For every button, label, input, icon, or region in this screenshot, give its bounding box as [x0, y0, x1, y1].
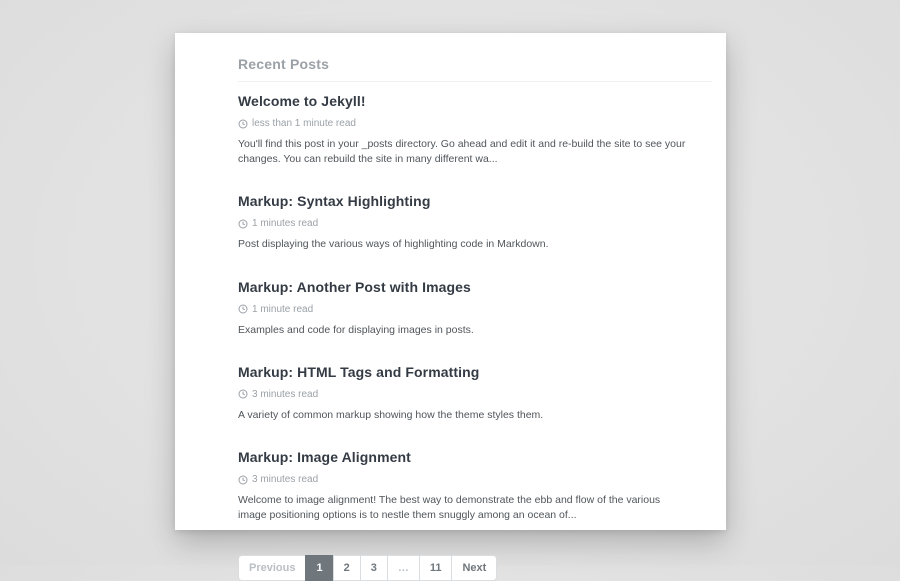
post-title-link[interactable]: Markup: Syntax Highlighting [238, 193, 431, 210]
read-time: 3 minutes read [252, 388, 319, 400]
post-title-link[interactable]: Welcome to Jekyll! [238, 93, 366, 109]
pagination-page-3-button[interactable]: 3 [360, 555, 388, 581]
read-time: 1 minutes read [252, 218, 319, 230]
post-excerpt: Post displaying the various ways of highlighting code in Markdown. [238, 238, 549, 251]
clock-icon [238, 475, 248, 485]
post-item [238, 279, 712, 338]
pagination-page-2-button[interactable]: 2 [333, 555, 361, 581]
post-title-link[interactable]: Markup: Image Alignment [238, 449, 411, 466]
post-item [238, 449, 712, 523]
pagination-page-11-button[interactable]: 11 [419, 555, 453, 581]
page-title: Recent Posts [238, 56, 712, 82]
read-time: 3 minutes read [252, 474, 319, 486]
post-meta [238, 389, 712, 400]
clock-icon [238, 119, 248, 129]
post-item [238, 193, 712, 252]
pagination [238, 555, 497, 581]
pagination-next-button[interactable]: Next [451, 555, 497, 581]
pagination-page-1-button[interactable]: 1 [305, 555, 333, 581]
clock-icon [238, 389, 248, 399]
post-item [238, 93, 712, 167]
clock-icon [238, 304, 248, 314]
post-meta [238, 118, 712, 129]
post-meta [238, 474, 712, 485]
post-excerpt: A variety of common markup showing how the theme styles them. [238, 408, 544, 421]
post-excerpt: Welcome to image alignment! The best way to demonstrate the ebb and flow of the various image positioning options is to nestle them snuggly among an ocean of... [238, 494, 661, 522]
post-meta [238, 218, 712, 229]
read-time: 1 minute read [252, 303, 314, 315]
pagination-ellipsis: … [387, 555, 420, 581]
post-item [238, 364, 712, 423]
post-title-link[interactable]: Markup: Another Post with Images [238, 278, 471, 295]
post-excerpt: Examples and code for displaying images in posts. [238, 323, 474, 336]
post-title-link[interactable]: Markup: HTML Tags and Formatting [238, 363, 480, 380]
pagination-previous-button: Previous [238, 555, 306, 581]
recent-posts-card [175, 33, 726, 574]
post-excerpt: You'll find this post in your _posts directory. Go ahead and edit it and re-build the site to see your changes. You can rebuild the site in many different wa... [238, 138, 686, 166]
clock-icon [238, 219, 248, 229]
post-meta [238, 304, 712, 315]
read-time: less than 1 minute read [252, 118, 356, 129]
